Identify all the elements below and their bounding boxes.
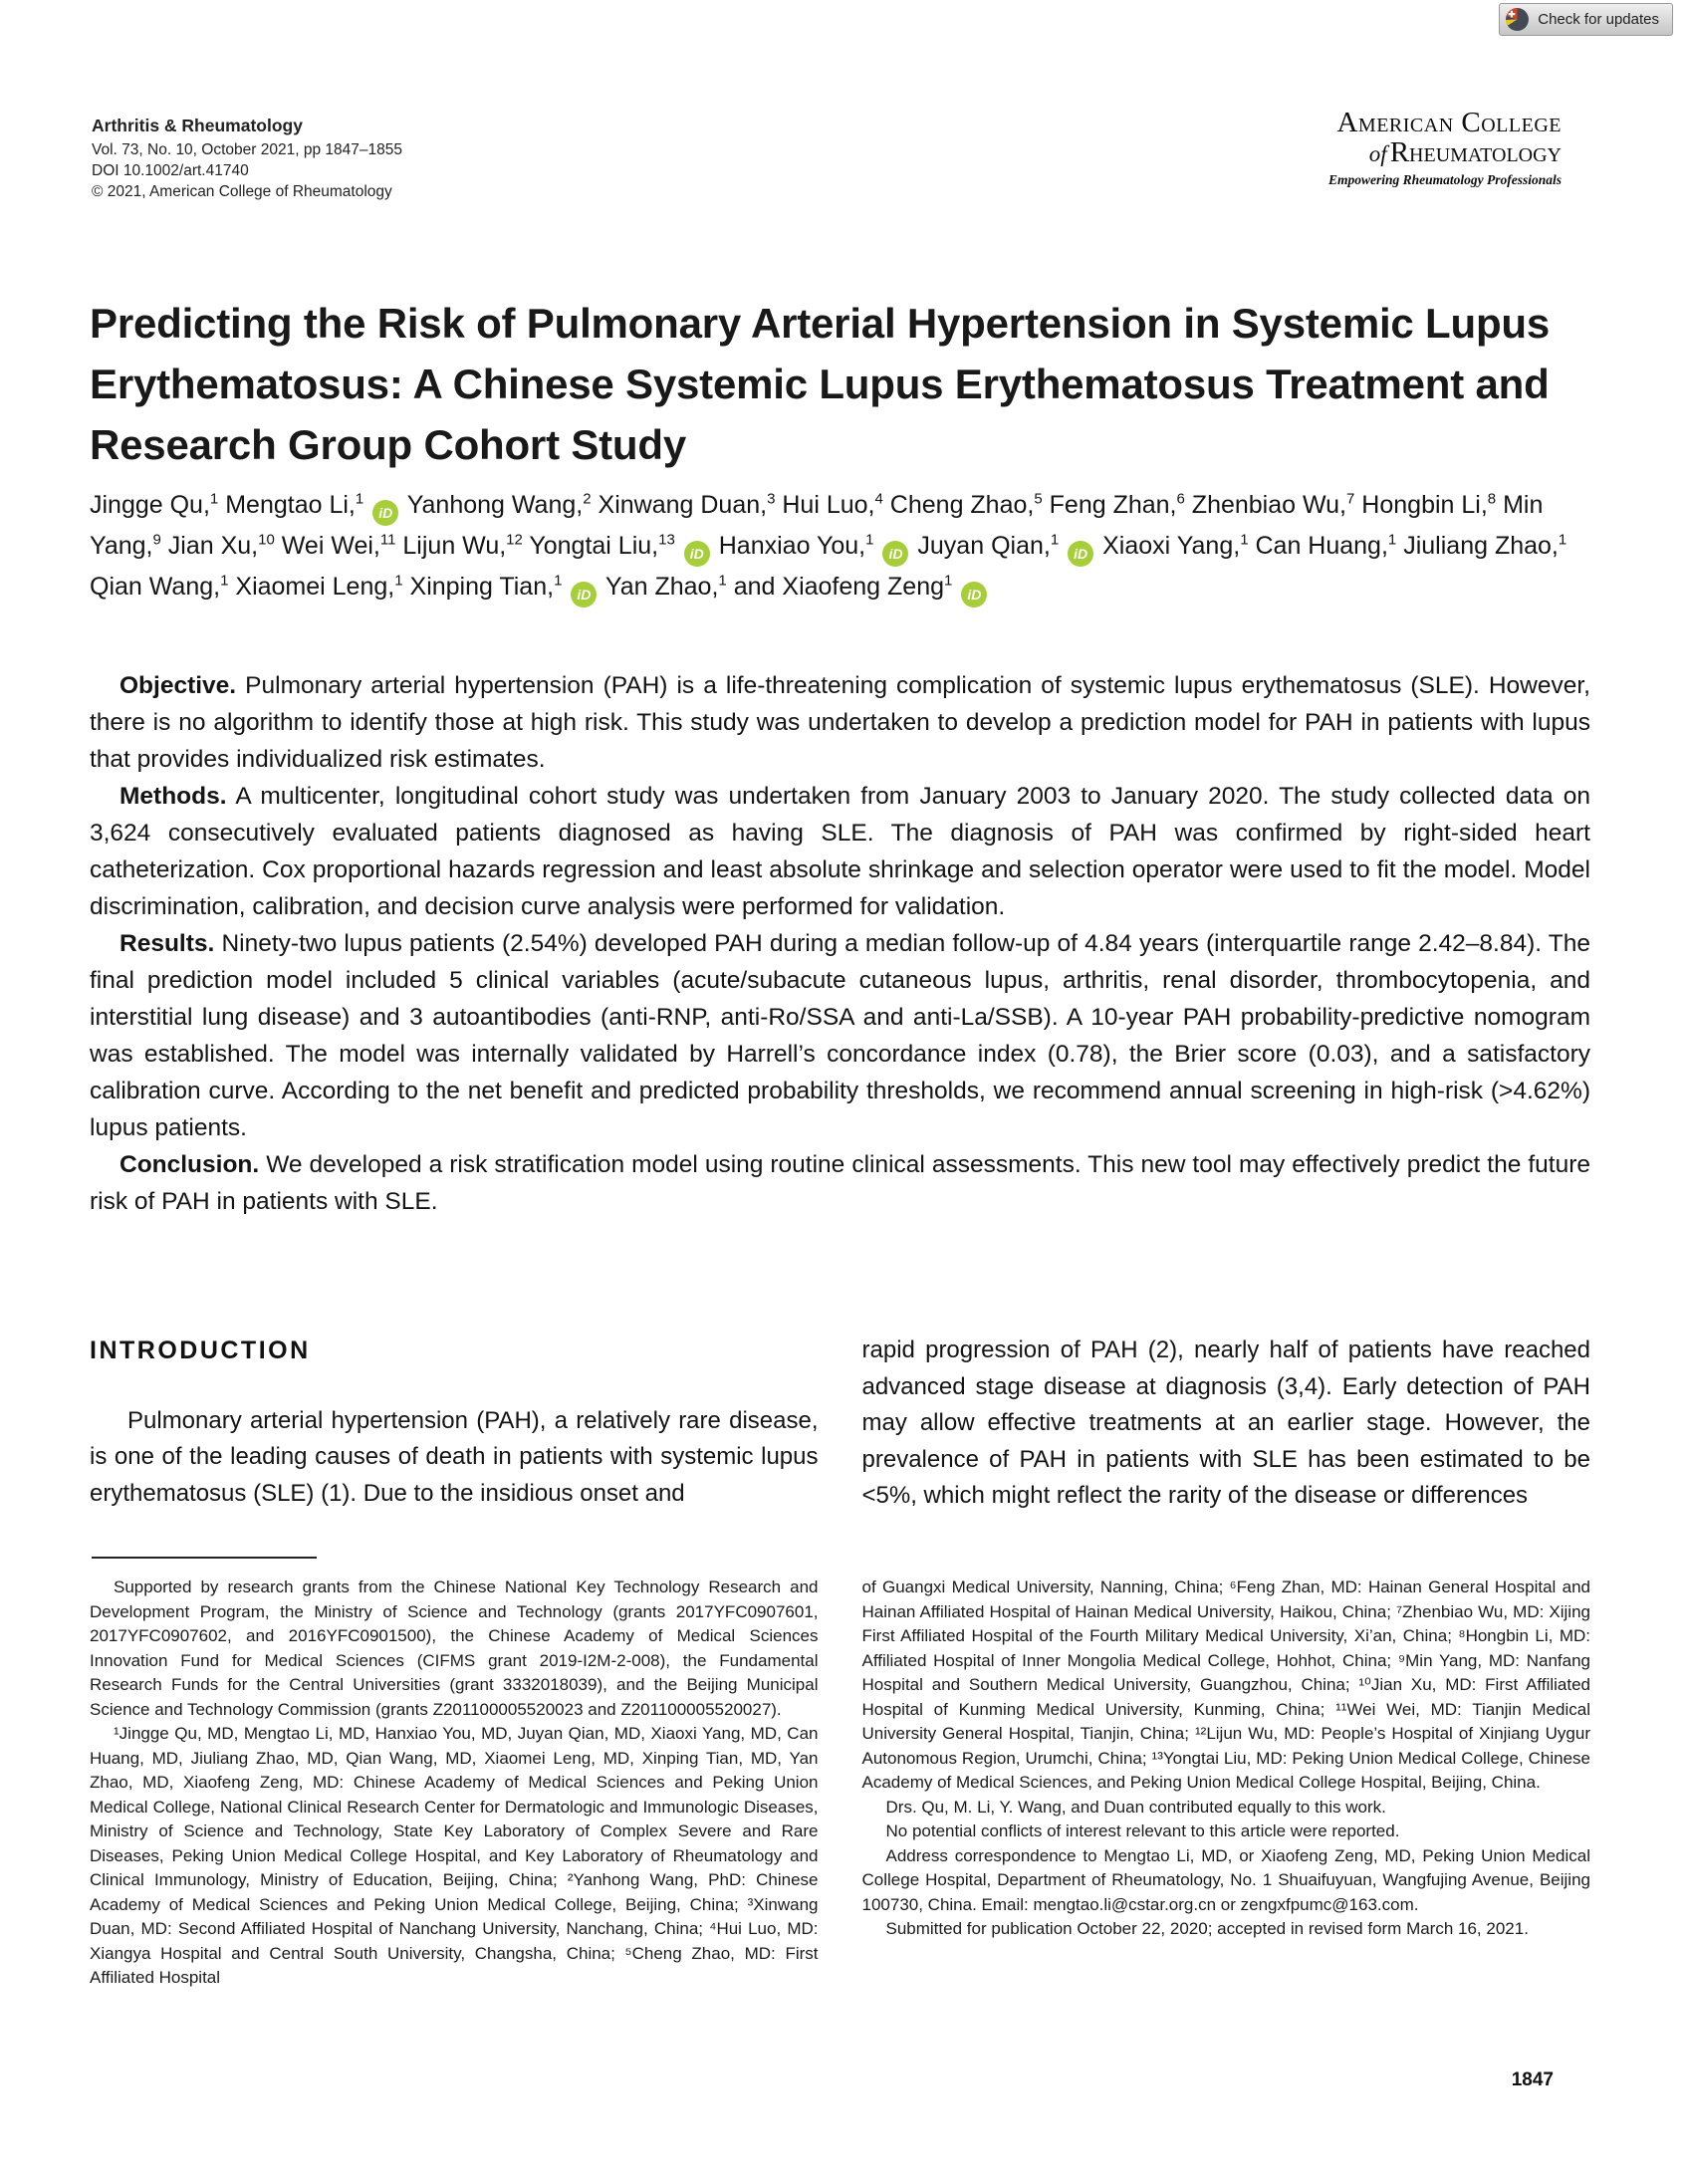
abstract [90, 667, 1590, 1220]
journal-masthead [92, 116, 402, 202]
author-affiliation-superscript: 1 [1050, 531, 1060, 549]
author-affiliation-superscript: 6 [1176, 490, 1185, 508]
check-for-updates-button[interactable] [1499, 3, 1673, 36]
author-affiliation-superscript: 5 [1034, 490, 1043, 508]
acr-logo-tagline: Empowering Rheumatology Professionals [1327, 172, 1562, 187]
author: Jiuliang Zhao,$^1$ [1403, 531, 1567, 560]
author-affiliation-superscript: 7 [1346, 490, 1355, 508]
crossmark-icon [1505, 7, 1530, 32]
author: Hui Luo,$^4$ [782, 490, 883, 519]
author: Xinwang Duan,$^3$ [598, 490, 776, 519]
author: Cheng Zhao,$^5$ [889, 490, 1043, 519]
author: Hongbin Li,$^8$ [1361, 490, 1497, 519]
footnotes-column-left [90, 1576, 819, 1991]
intro-column-left [90, 1333, 819, 1515]
footnote-paragraph: of Guangxi Medical University, Nanning, China; ⁶Feng Zhan, MD: Hainan General Hospital and Hainan Affiliated Hospital of Hainan Medical University, Haikou, China; ⁷Zhenbiao Wu, MD: Xijing First Affiliated Hospital of the Fourth Military Medical University, Xi’an, China; ⁸Hongbin Li, MD: Affiliated Hospital of Inner Mongolia Medical College, Hohhot, China; ⁹Min Yang, MD: Nanfang Hospital and Southern Medical University, Guangzhou, China; ¹⁰Jian Xu, MD: First Affiliated Hospital of Kunming Medical University, Kunming, China; ¹¹Wei Wei, MD: Tianjin Medical University General Hospital, Tianjin, China; ¹²Lijun Wu, MD: People’s Hospital of Xinjiang Uygur Autonomous Region, Urumchi, China; ¹³Yongtai Liu, MD: Peking Union Medical College, Chinese Academy of Medical Sciences, and Peking Union Medical College Hospital, Beijing, China. [861, 1577, 1590, 1792]
issue-info: Vol. 73, No. 10, October 2021, pp 1847–1855 [92, 141, 402, 158]
author: Xiaofeng Zeng$^1$ [782, 572, 953, 601]
author: Wei Wei,$^{11}$ [281, 531, 396, 560]
acr-logo-line2 [1328, 137, 1562, 169]
author-affiliation-superscript: 12 [506, 531, 523, 549]
author: Feng Zhan,$^6$ [1049, 490, 1185, 519]
article-title: Predicting the Risk of Pulmonary Arterial Hypertension in Systemic Lupus Erythematosus: A Chinese Systemic Lupus Erythematosus Treatment and Research Group Cohort Study [90, 300, 1551, 469]
footnotes-column-right [862, 1576, 1591, 1991]
abstract-methods [90, 778, 1590, 925]
author-affiliation-superscript: 4 [874, 490, 883, 508]
acr-logo-rheumatology: Rheumatology [1389, 136, 1562, 168]
check-for-updates-label: Check for updates [1538, 11, 1659, 28]
acr-logo-of: of [1368, 141, 1387, 166]
author: Mengtao Li,$^1$ [225, 490, 364, 519]
abstract-conclusion [90, 1146, 1590, 1220]
author-affiliation-superscript: 1 [1387, 531, 1397, 549]
author: Lijun Wu,$^{12}$ [402, 531, 523, 560]
abstract-objective-text: Pulmonary arterial hypertension (PAH) is a life-threatening complication of systemic lupus erythematosus (SLE). However, there is no algorithm to identify those at high risk. This study was undertaken to develop a prediction model for PAH in patients with lupus that provides individualized risk estimates. [90, 672, 1590, 773]
introduction-section [90, 1333, 1590, 1515]
author-affiliation-superscript: 1 [1240, 531, 1249, 549]
author-affiliation-superscript: 9 [152, 531, 161, 549]
abstract-methods-label: Methods. [120, 783, 227, 810]
abstract-methods-text: A multicenter, longitudinal cohort study was undertaken from January 2003 to January 2020. The study collected data on 3,624 consecutively evaluated patients diagnosed as having SLE. The diagnosis of PAH was confirmed by right-sided heart catheterization. Cox proportional hazards regression and least absolute shrinkage and selection operator were used to fit the model. Model discrimination, calibration, and decision curve analysis were performed for validation. [90, 783, 1590, 920]
author-affiliation-superscript: 1 [1558, 531, 1567, 549]
abstract-conclusion-text: We developed a risk stratification model using routine clinical assessments. This new tool may effectively predict the future risk of PAH in patients with SLE. [90, 1151, 1590, 1215]
journal-name: Arthritis & Rheumatology [92, 116, 303, 135]
orcid-icon[interactable]: iD [571, 582, 597, 607]
footnote-divider [92, 1557, 317, 1559]
intro-column-right [862, 1333, 1591, 1515]
orcid-icon[interactable]: iD [1068, 541, 1093, 567]
author-affiliation-superscript: 3 [767, 490, 776, 508]
author-affiliation-superscript: 8 [1487, 490, 1497, 508]
author: Juyan Qian,$^1$ [917, 531, 1060, 560]
author-list [90, 485, 1591, 607]
author: Yanhong Wang,$^2$ [406, 490, 592, 519]
author-affiliation-superscript: 1 [220, 572, 229, 590]
author: Xiaomei Leng,$^1$ [235, 572, 403, 601]
orcid-icon[interactable]: iD [882, 541, 908, 567]
author: Can Huang,$^1$ [1255, 531, 1397, 560]
acr-logo [1328, 108, 1562, 188]
abstract-results-text: Ninety-two lupus patients (2.54%) developed PAH during a median follow-up of 4.84 years (interquartile range 2.42–8.84). The final prediction model included 5 clinical variables (acute/subacute cutaneous lupus, arthritis, renal disorder, thrombocytopenia, and interstitial lung disease) and 3 autoantibodies (anti-RNP, anti-Ro/SSA and anti-La/SSB). A 10-year PAH probability-predictive nomogram was established. The model was internally validated by Harrell’s concordance index (0.78), the Brier score (0.03), and a satisfactory calibration curve. According to the net benefit and predicted probability thresholds, we recommend annual screening in high-risk (>4.62%) lupus patients. [90, 930, 1591, 1141]
author: Xinping Tian,$^1$ [409, 572, 563, 601]
orcid-icon[interactable]: iD [684, 541, 710, 567]
footnote-paragraph: Drs. Qu, M. Li, Y. Wang, and Duan contributed equally to this work. [885, 1797, 1386, 1817]
author: Jian Xu,$^{10}$ [167, 531, 275, 560]
author-affiliation-superscript: 13 [658, 531, 675, 549]
author: Xiaoxi Yang,$^1$ [1102, 531, 1249, 560]
author: Jingge Qu,$^1$ [90, 490, 219, 519]
footnote-paragraph: ¹Jingge Qu, MD, Mengtao Li, MD, Hanxiao You, MD, Juyan Qian, MD, Xiaoxi Yang, MD, Can Huang, MD, Jiuliang Zhao, MD, Qian Wang, MD, Xiaomei Leng, MD, Xinping Tian, MD, Yan Zhao, MD, Xiaofeng Zeng, MD: Chinese Academy of Medical Sciences and Peking Union Medical College, National Clinical Research Center for Dermatologic and Immunologic Diseases, Ministry of Science and Technology, State Key Laboratory of Complex Severe and Rare Diseases, Peking Union Medical College Hospital, and Key Laboratory of Rheumatology and Clinical Immunology, Ministry of Education, Beijing, China; ²Yanhong Wang, PhD: Chinese Academy of Medical Sciences and Peking Union Medical College, Beijing, China; ³Xinwang Duan, MD: Second Affiliated Hospital of Nanchang University, Nanchang, China; ⁴Hui Luo, MD: Xiangya Hospital and Central South University, Changsha, China; ⁵Cheng Zhao, MD: First Affiliated Hospital [90, 1724, 819, 1987]
footnote-paragraph: No potential conflicts of interest relevant to this article were reported. [885, 1821, 1400, 1840]
copyright: © 2021, American College of Rheumatology [92, 183, 392, 200]
page-number: 1847 [1511, 2069, 1554, 2090]
author-affiliation-superscript: 1 [718, 572, 727, 590]
intro-paragraph-left: Pulmonary arterial hypertension (PAH), a relatively rare disease, is one of the leading causes of death in patients with systemic lupus erythematosus (SLE) (1). Due to the insidious onset and [90, 1406, 819, 1507]
author-affiliation-superscript: 11 [379, 531, 396, 549]
doi: DOI 10.1002/art.41740 [92, 162, 249, 179]
author-affiliation-superscript: 1 [394, 572, 403, 590]
author: Zhenbiao Wu,$^7$ [1191, 490, 1355, 519]
footnote-paragraph: Address correspondence to Mengtao Li, MD, or Xiaofeng Zeng, MD, Peking Union Medical College Hospital, Department of Rheumatology, No. 1 Shuaifuyuan, Wangfujing Avenue, Beijing 100730, China. Email: mengtao.li@cstar.org.cn or zengxfpumc@163.com. [861, 1845, 1590, 1914]
author-affiliation-superscript: 2 [583, 490, 592, 508]
footnote-paragraph: Submitted for publication October 22, 2020; accepted in revised form March 16, 2021. [885, 1919, 1529, 1938]
abstract-conclusion-label: Conclusion. [120, 1151, 260, 1178]
intro-paragraph-right: rapid progression of PAH (2), nearly half of patients have reached advanced stage disease at diagnosis (3,4). Early detection of PAH may allow effective treatments at an earlier stage. However, the prevalence of PAH in patients with SLE has been estimated to be <5%, which might reflect the rarity of the disease or differences [861, 1336, 1590, 1509]
author: Yan Zhao,$^1$ [604, 572, 727, 601]
author-affiliation-superscript: 1 [865, 531, 874, 549]
abstract-objective-label: Objective. [120, 672, 237, 699]
author-affiliation-superscript: 1 [355, 490, 364, 508]
author-affiliation-superscript: 1 [554, 572, 563, 590]
author: Qian Wang,$^1$ [90, 572, 229, 601]
author: Yongtai Liu,$^{13}$ [529, 531, 675, 560]
author-affiliation-superscript: 1 [944, 572, 953, 590]
abstract-results [90, 925, 1590, 1146]
author-affiliation-superscript: 10 [258, 531, 275, 549]
acr-logo-line1: American College [1336, 107, 1562, 138]
orcid-icon[interactable]: iD [961, 582, 987, 607]
abstract-results-label: Results. [120, 930, 215, 957]
footnote-paragraph: Supported by research grants from the Chinese National Key Technology Research and Development Program, the Ministry of Science and Technology (grants 2017YFC0907601, 2017YFC0907602, and 2016YFC0901500), the Chinese Academy of Medical Sciences Innovation Fund for Medical Sciences (CIFMS grant 2019-I2M-2-008), the Fundamental Research Funds for the Central Universities (grant 3332018039), and the Beijing Municipal Science and Technology Commission (grants Z201100005520023 and Z201100005520027). [90, 1577, 819, 1719]
introduction-heading: INTRODUCTION [90, 1336, 311, 1364]
footnotes [90, 1576, 1590, 1991]
author: Min Yang,$^9$ [90, 491, 1544, 560]
author-affiliation-superscript: 1 [209, 490, 219, 508]
abstract-objective [90, 667, 1590, 778]
author-and-label: and [733, 573, 783, 601]
orcid-icon[interactable]: iD [372, 500, 398, 526]
author: Hanxiao You,$^1$ [718, 531, 874, 560]
